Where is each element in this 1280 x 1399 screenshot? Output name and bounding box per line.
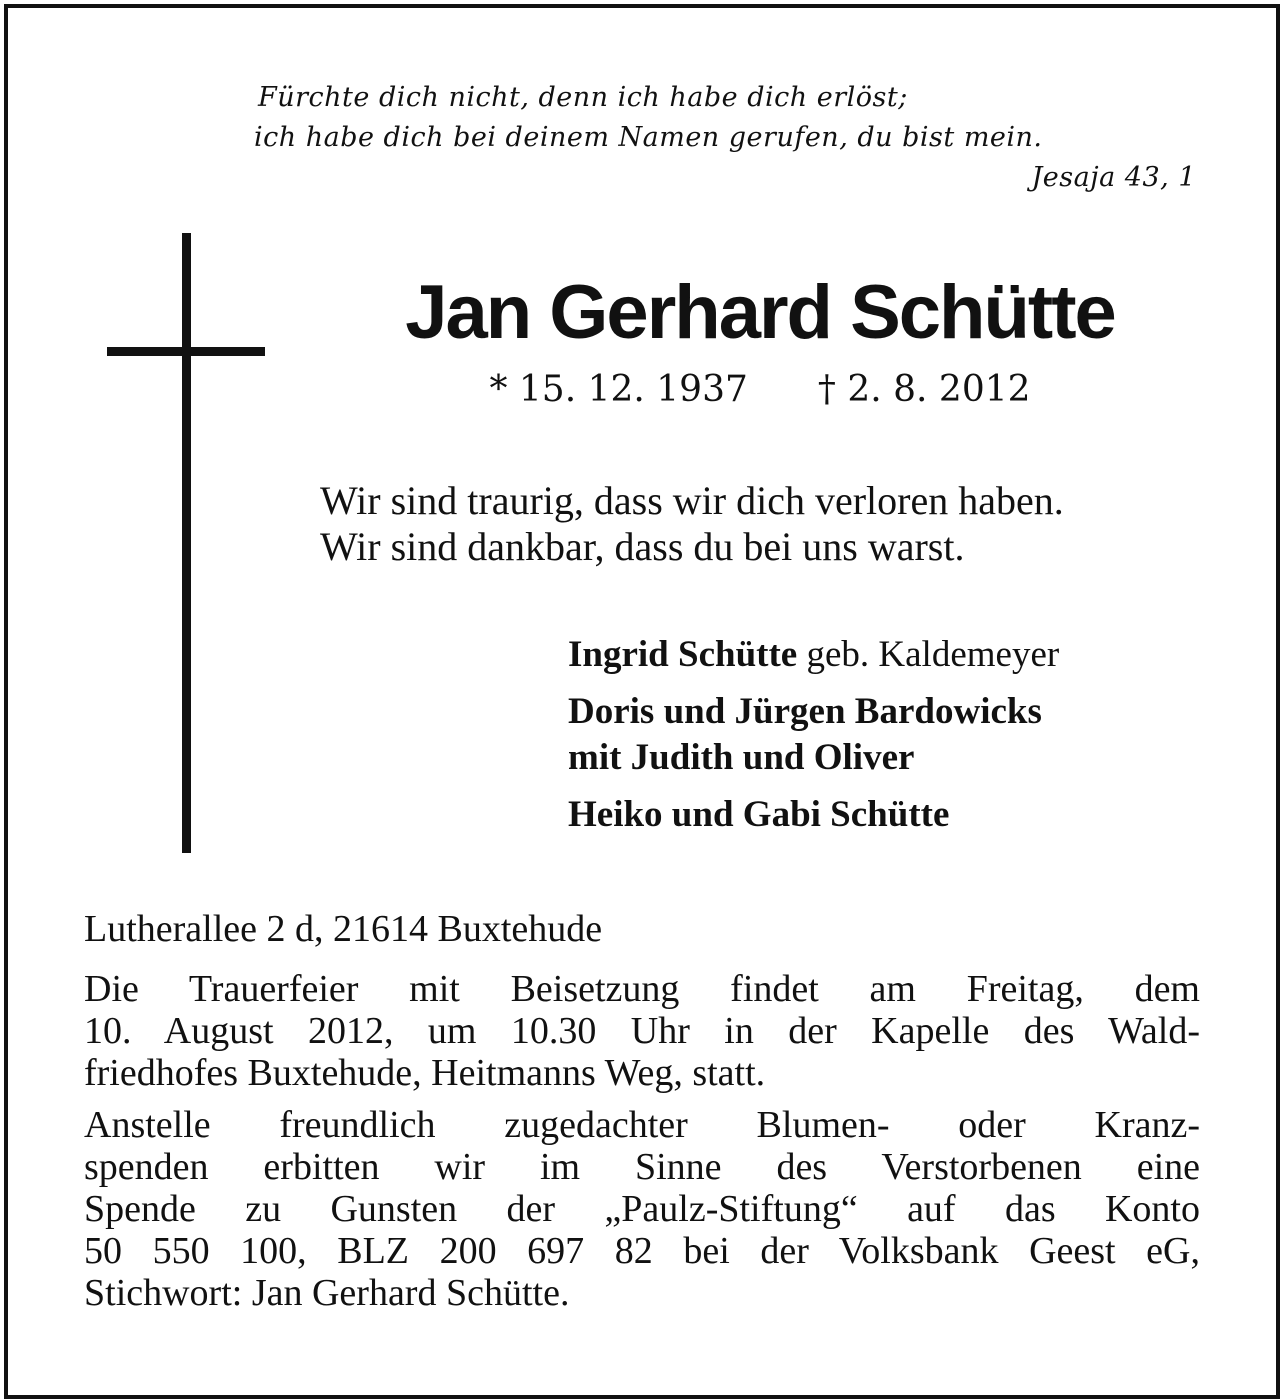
- cross-icon: [182, 233, 191, 853]
- mourner-name: Heiko und Gabi Schütte: [568, 794, 950, 835]
- mourner-name: Doris und Jürgen Bardowicks: [568, 691, 1042, 732]
- mourner-entry: [568, 792, 1248, 838]
- donation-paragraph: [84, 1104, 1200, 1314]
- verse-line-2: ich habe dich bei deinem Namen gerufen, du bist mein.: [254, 122, 1043, 153]
- death-date: † 2. 8. 2012: [817, 369, 1031, 410]
- mourner-name-continued: mit Judith und Oliver: [568, 737, 915, 778]
- address: Lutherallee 2 d, 21614 Buxtehude: [84, 908, 603, 950]
- paragraph-line: friedhofes Buxtehude, Heitmanns Weg, statt.: [84, 1052, 766, 1094]
- deceased-name: Jan Gerhard Schütte: [405, 270, 1115, 355]
- paragraph-line: Die Trauerfeier mit Beisetzung findet am Freitag, dem: [84, 968, 1200, 1010]
- paragraph-line: 50 550 100, BLZ 200 697 82 bei der Volksbank Geest eG,: [84, 1230, 1200, 1272]
- mourner-maiden-name: geb. Kaldemeyer: [797, 634, 1060, 675]
- mourner-entry: [568, 632, 1248, 678]
- life-dates: [300, 368, 1220, 412]
- saying-line-2: Wir sind dankbar, dass du bei uns warst.: [320, 524, 965, 569]
- verse-reference: Jesaja 43, 1: [1031, 162, 1196, 193]
- bible-verse: [196, 78, 1196, 198]
- mourner-name: Ingrid Schütte: [568, 634, 798, 675]
- paragraph-line: spenden erbitten wir im Sinne des Verstorbenen eine: [84, 1146, 1200, 1188]
- paragraph-line: Anstelle freundlich zugedachter Blumen- oder Kranz-: [84, 1104, 1200, 1146]
- service-paragraph: [84, 968, 1200, 1094]
- cross-icon-crossbar: [107, 347, 265, 356]
- paragraph-line: Spende zu Gunsten der „Paulz-Stiftung“ auf das Konto: [84, 1188, 1200, 1230]
- verse-line-1: Fürchte dich nicht, denn ich habe dich erlöst;: [258, 82, 908, 113]
- birth-date: * 15. 12. 1937: [489, 369, 748, 410]
- paragraph-line: Stichwort: Jan Gerhard Schütte.: [84, 1272, 570, 1314]
- memorial-saying: [320, 478, 1220, 570]
- mourners-list: [568, 632, 1248, 849]
- saying-line-1: Wir sind traurig, dass wir dich verloren haben.: [320, 478, 1064, 523]
- paragraph-line: 10. August 2012, um 10.30 Uhr in der Kapelle des Wald-: [84, 1010, 1200, 1052]
- mourner-entry: [568, 689, 1248, 781]
